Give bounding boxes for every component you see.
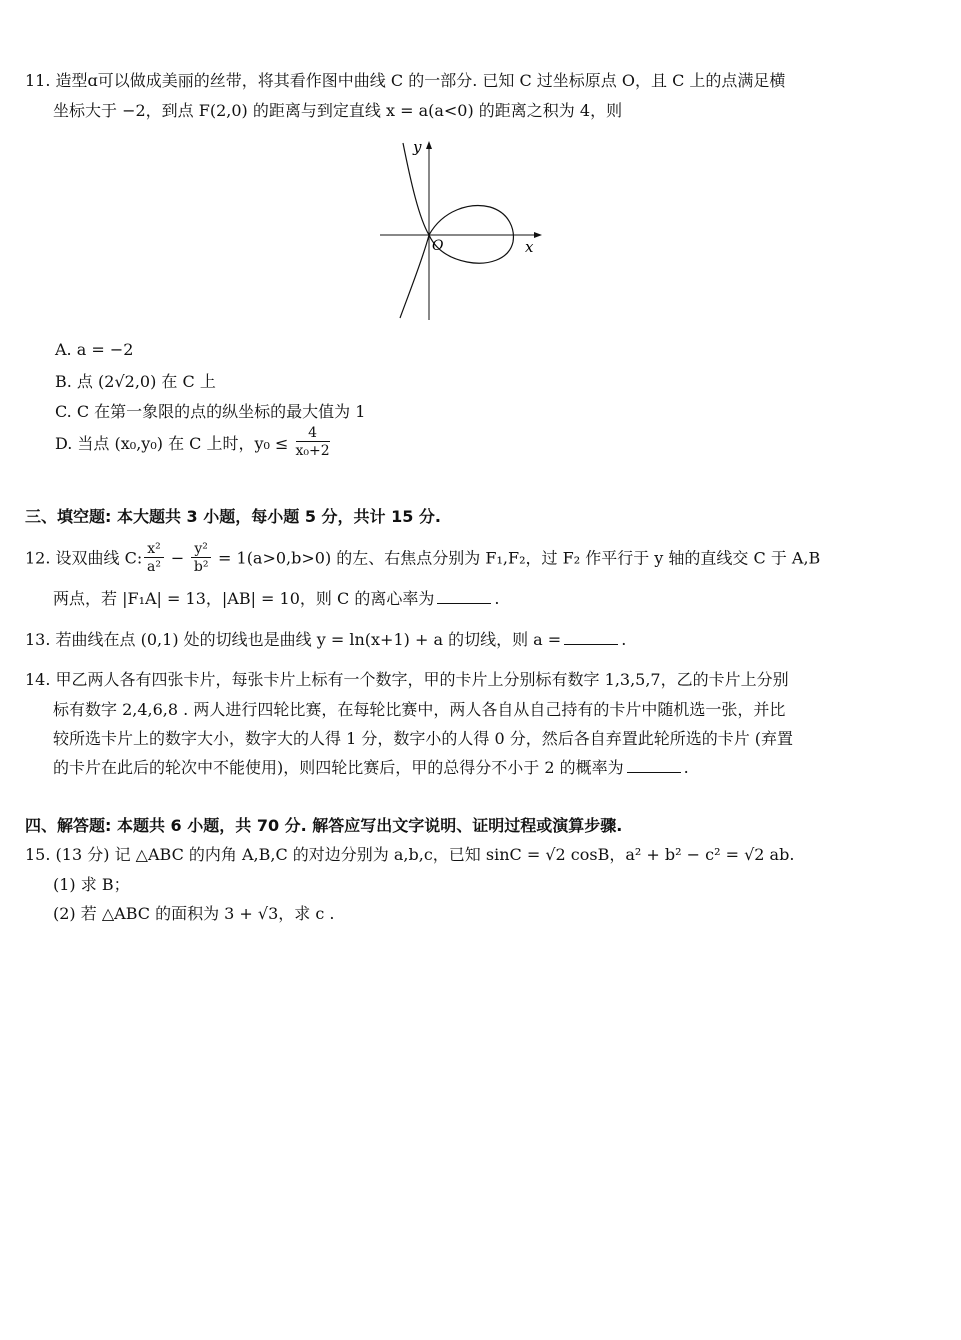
q11-line2 (53, 100, 622, 122)
q14-text-line4: 的卡片在此后的轮次中不能使用)，则四轮比赛后，甲的总得分不小于 2 的概率为 (53, 758, 624, 777)
q12-answer-blank[interactable] (437, 589, 491, 604)
q15-part2: (2) 若 △ABC 的面积为 3 + √3，求 c . (53, 904, 335, 923)
y-axis-label: y (413, 138, 422, 156)
q11-line1 (25, 70, 785, 92)
q11-number: 11. (25, 71, 51, 90)
q14-answer-blank[interactable] (627, 758, 681, 773)
q12-fraction-x (144, 541, 164, 576)
q12-fraction-y (191, 541, 211, 576)
q12-text-a: 设双曲线 C: (55, 548, 143, 568)
q14-line1 (25, 669, 789, 691)
section-3-title: 三、填空题: 本大题共 3 小题，每小题 5 分，共计 15 分. (25, 507, 442, 526)
q11-option-d-text: D. 当点 (x₀,y₀) 在 C 上时，y₀ ≤ (55, 434, 289, 453)
q15-line1 (25, 844, 794, 866)
q11-option-a: A. a = −2 (55, 340, 134, 359)
q14-line3: 较所选卡片上的数字大小，数字大的人得 1 分，数字小的人得 0 分，然后各自弃置此轮所选的卡片 (弃置 (53, 729, 794, 748)
q13-number: 13. (25, 630, 51, 649)
q14-line4 (53, 757, 689, 779)
curve-loop (429, 206, 513, 264)
q13-period: . (621, 630, 627, 649)
origin-label: O (432, 238, 444, 254)
q11-text-line1: 造型ɑ可以做成美丽的丝带，将其看作图中曲线 C 的一部分. 已知 C 过坐标原点 O，且 C 上的点满足横 (55, 71, 786, 90)
q11-curve-graph (375, 138, 555, 323)
q13-answer-blank[interactable] (564, 630, 618, 645)
q11-text-line2: 坐标大于 −2，到点 F(2,0) 的距离与到定直线 x = a(a<0) 的距离之积为 4，则 (53, 101, 623, 120)
minus-sign: − (170, 548, 185, 568)
q14-period: . (683, 758, 689, 777)
q11-option-b: B. 点 (2√2,0) 在 C 上 (55, 372, 216, 391)
q13-line (25, 629, 626, 651)
q12-period: . (494, 589, 500, 608)
fraction-numerator: 4 (296, 425, 330, 442)
fraction-denominator: b² (193, 559, 209, 575)
q12-line2 (53, 588, 499, 610)
section-4-title: 四、解答题: 本题共 6 小题，共 70 分. 解答应写出文字说明、证明过程或演算步骤. (25, 816, 623, 835)
q15-number: 15. (25, 845, 51, 864)
q14-number: 14. (25, 670, 51, 689)
q12-number: 12. (25, 548, 51, 568)
q12-line1 (25, 540, 820, 577)
x-axis-arrow (534, 232, 542, 238)
fraction-numerator: x² (144, 541, 164, 558)
q14-text-line1: 甲乙两人各有四张卡片，每张卡片上标有一个数字，甲的卡片上分别标有数字 1,3,5,7，乙的卡片上分别 (55, 670, 789, 689)
q12-text-line2: 两点，若 |F₁A| = 13，|AB| = 10，则 C 的离心率为 (53, 589, 435, 608)
fraction-numerator: y² (191, 541, 211, 558)
fraction-denominator: x₀+2 (295, 443, 330, 459)
fraction-denominator: a² (147, 559, 162, 575)
q11-option-d (55, 425, 332, 460)
curve-left-branch (400, 143, 429, 318)
q11-option-d-fraction (296, 425, 330, 460)
y-axis-arrow (426, 141, 432, 149)
x-axis-label: x (525, 238, 534, 256)
q15-part1: (1) 求 B； (53, 875, 130, 894)
q14-line2: 标有数字 2,4,6,8 . 两人进行四轮比赛，在每轮比赛中，两人各自从自己持有的卡片中随机选一张，并比 (53, 700, 786, 719)
q15-text: (13 分) 记 △ABC 的内角 A,B,C 的对边分别为 a,b,c，已知 sinC = √2 cosB，a² + b² − c² = √2 ab. (55, 845, 795, 864)
q13-text: 若曲线在点 (0,1) 处的切线也是曲线 y = ln(x+1) + a 的切线，则 a = (55, 630, 562, 649)
q11-option-c: C. C 在第一象限的点的纵坐标的最大值为 1 (55, 402, 366, 421)
q12-text-b: = 1(a>0,b>0) 的左、右焦点分别为 F₁,F₂，过 F₂ 作平行于 y 轴的直线交 C 于 A,B (218, 548, 821, 568)
